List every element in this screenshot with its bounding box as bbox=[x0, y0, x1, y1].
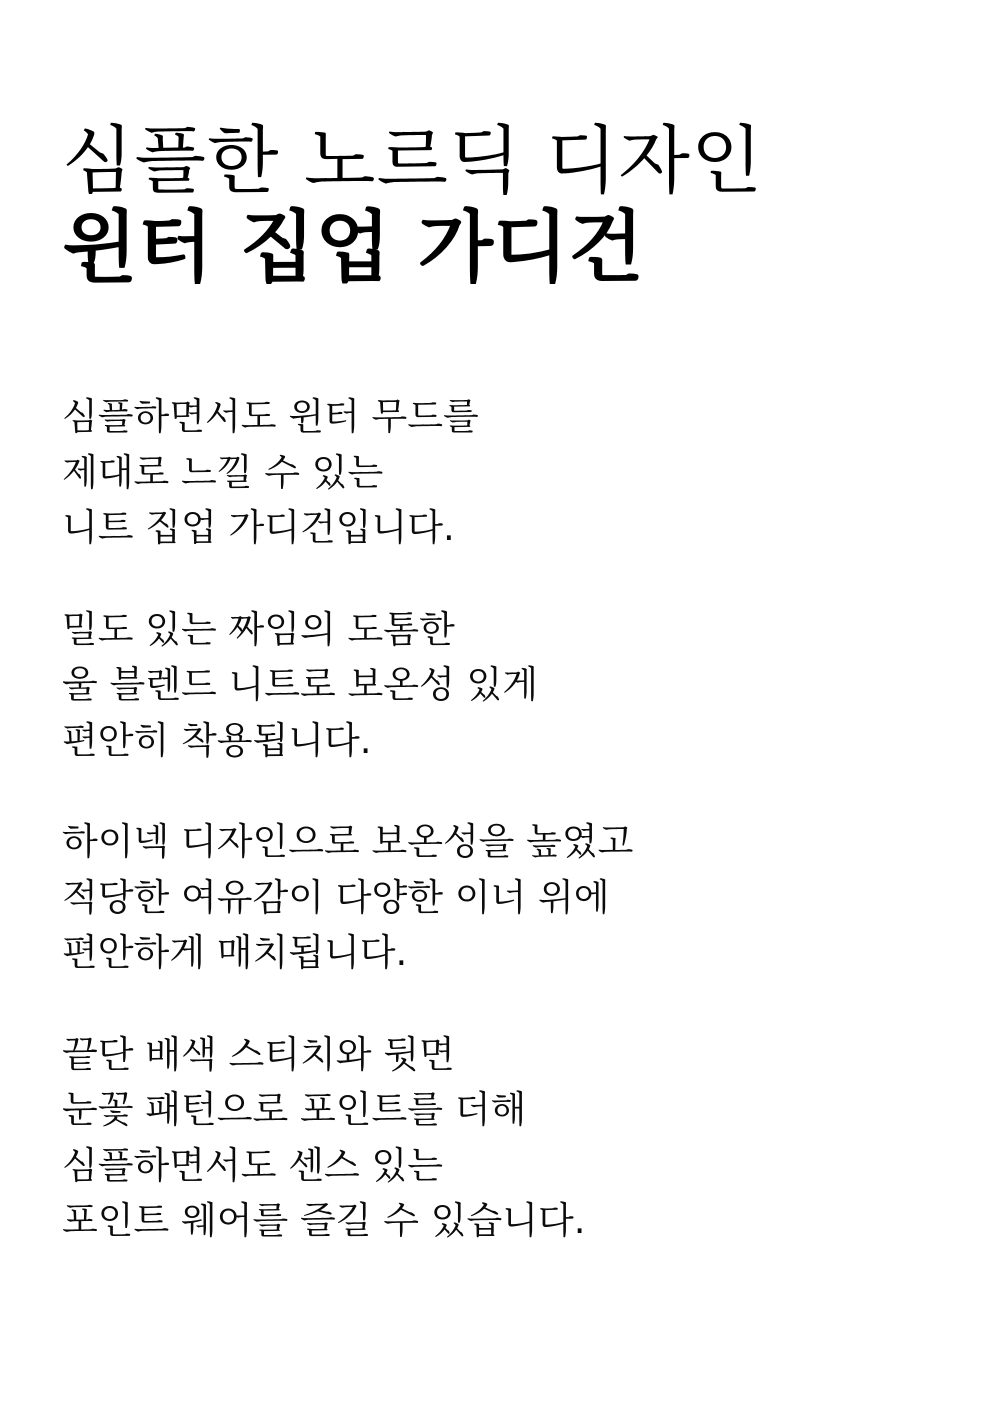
description-paragraph bbox=[62, 814, 940, 981]
description-paragraph bbox=[62, 602, 940, 769]
paragraph-line: 적당한 여유감이 다양한 이너 위에 bbox=[62, 875, 610, 919]
paragraph-line: 제대로 느낄 수 있는 bbox=[62, 450, 384, 494]
headline-subtitle: 심플한 노르딕 디자인 bbox=[62, 118, 764, 204]
description-paragraph bbox=[62, 389, 940, 556]
paragraph-line: 하이넥 디자인으로 보온성을 높였고 bbox=[62, 820, 634, 864]
description-paragraph bbox=[62, 1027, 940, 1249]
paragraph-line: 편안히 착용됩니다. bbox=[62, 718, 372, 762]
paragraph-line: 편안하게 매치됩니다. bbox=[62, 931, 408, 975]
paragraph-line: 밀도 있는 짜임의 도톰한 bbox=[62, 607, 455, 651]
paragraph-line: 포인트 웨어를 즐길 수 있습니다. bbox=[62, 1199, 586, 1243]
description-body bbox=[62, 389, 940, 1249]
paragraph-line: 울 블렌드 니트로 보온성 있게 bbox=[62, 663, 538, 707]
headline-main: 윈터 집업 가디건 bbox=[62, 201, 644, 293]
page-title bbox=[62, 120, 940, 293]
paragraph-line: 끝단 배색 스티치와 뒷면 bbox=[62, 1032, 455, 1076]
paragraph-line: 심플하면서도 윈터 무드를 bbox=[62, 395, 479, 439]
paragraph-line: 니트 집업 가디건입니다. bbox=[62, 506, 455, 550]
paragraph-line: 눈꽃 패턴으로 포인트를 더해 bbox=[62, 1088, 527, 1132]
paragraph-line: 심플하면서도 센스 있는 bbox=[62, 1143, 443, 1187]
